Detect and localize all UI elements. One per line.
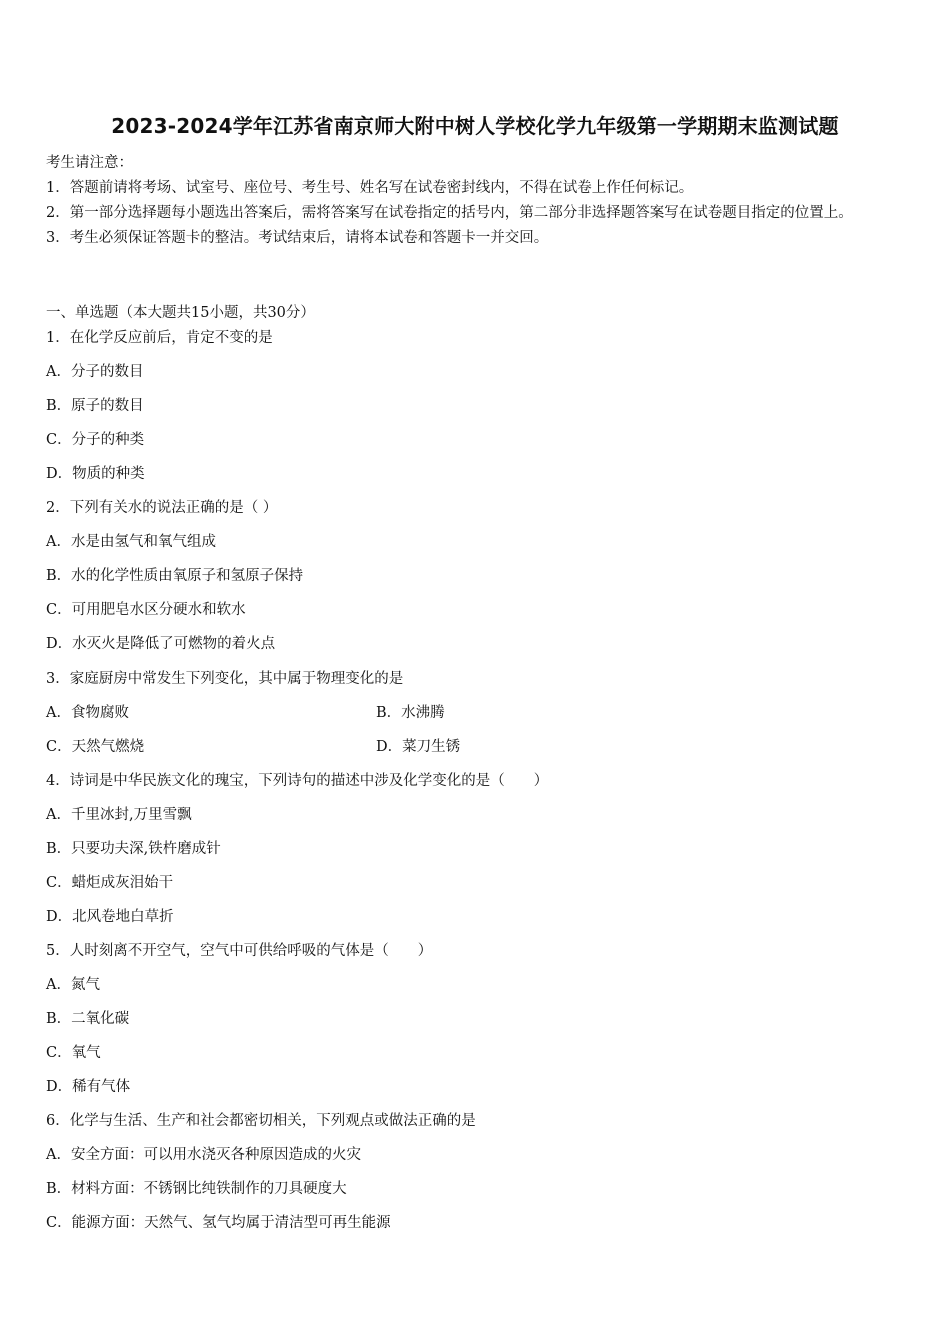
answer-option: C．氧气: [46, 1045, 101, 1061]
notice-item: 2．第一部分选择题每小题选出答案后，需将答案写在试卷指定的括号内，第二部分非选择题答案写在试卷题目指定的位置上。: [46, 205, 853, 221]
answer-option: C．分子的种类: [46, 432, 145, 448]
answer-option: A．安全方面：可以用水浇灭各种原因造成的火灾: [46, 1147, 361, 1163]
question-stem: 1．在化学反应前后，肯定不变的是: [46, 330, 273, 346]
answer-option: D．物质的种类: [46, 466, 145, 482]
answer-option: A．千里冰封,万里雪飘: [46, 807, 192, 823]
answer-option: B．水沸腾: [376, 705, 445, 721]
answer-option: A．食物腐败: [46, 705, 129, 721]
answer-option: C．可用肥皂水区分硬水和软水: [46, 602, 246, 618]
answer-option: D．稀有气体: [46, 1079, 131, 1095]
answer-option: D．北风卷地白草折: [46, 909, 174, 925]
question-stem: 3．家庭厨房中常发生下列变化，其中属于物理变化的是: [46, 671, 404, 687]
question-stem: 2．下列有关水的说法正确的是（ ）: [46, 500, 278, 516]
answer-option: D．菜刀生锈: [376, 739, 461, 755]
notice-heading: 考生请注意：: [46, 155, 133, 171]
section-heading: 一、单选题（本大题共15小题，共30分）: [46, 305, 315, 321]
answer-option: A．水是由氢气和氧气组成: [46, 534, 216, 550]
answer-option: B．二氧化碳: [46, 1011, 130, 1027]
answer-option: D．水灭火是降低了可燃物的着火点: [46, 636, 276, 652]
answer-option: B．原子的数目: [46, 398, 144, 414]
answer-option: B．水的化学性质由氧原子和氢原子保持: [46, 568, 304, 584]
answer-option: A．氮气: [46, 977, 100, 993]
notice-block: [46, 151, 906, 251]
question-stem: 6．化学与生活、生产和社会都密切相关，下列观点或做法正确的是: [46, 1113, 476, 1129]
page-title: 2023-2024学年江苏省南京师大附中树人学校化学九年级第一学期期末监测试题: [111, 114, 839, 138]
question-stem: 4．诗词是中华民族文化的瑰宝，下列诗句的描述中涉及化学变化的是（ ）: [46, 773, 549, 789]
question-stem: 5．人时刻离不开空气，空气中可供给呼吸的气体是（ ）: [46, 943, 433, 959]
answer-option: A．分子的数目: [46, 364, 144, 380]
answer-option: C．能源方面：天然气、氢气均属于清洁型可再生能源: [46, 1215, 391, 1231]
notice-item: 1．答题前请将考场、试室号、座位号、考生号、姓名写在试卷密封线内，不得在试卷上作任何标记。: [46, 180, 694, 196]
answer-option: B．只要功夫深,铁杵磨成针: [46, 841, 221, 857]
notice-item: 3．考生必须保证答题卡的整洁。考试结束后，请将本试卷和答题卡一并交回。: [46, 230, 549, 246]
answer-option: B．材料方面：不锈钢比纯铁制作的刀具硬度大: [46, 1181, 347, 1197]
answer-option: C．天然气燃烧: [46, 739, 145, 755]
answer-option: C．蜡炬成灰泪始干: [46, 875, 174, 891]
